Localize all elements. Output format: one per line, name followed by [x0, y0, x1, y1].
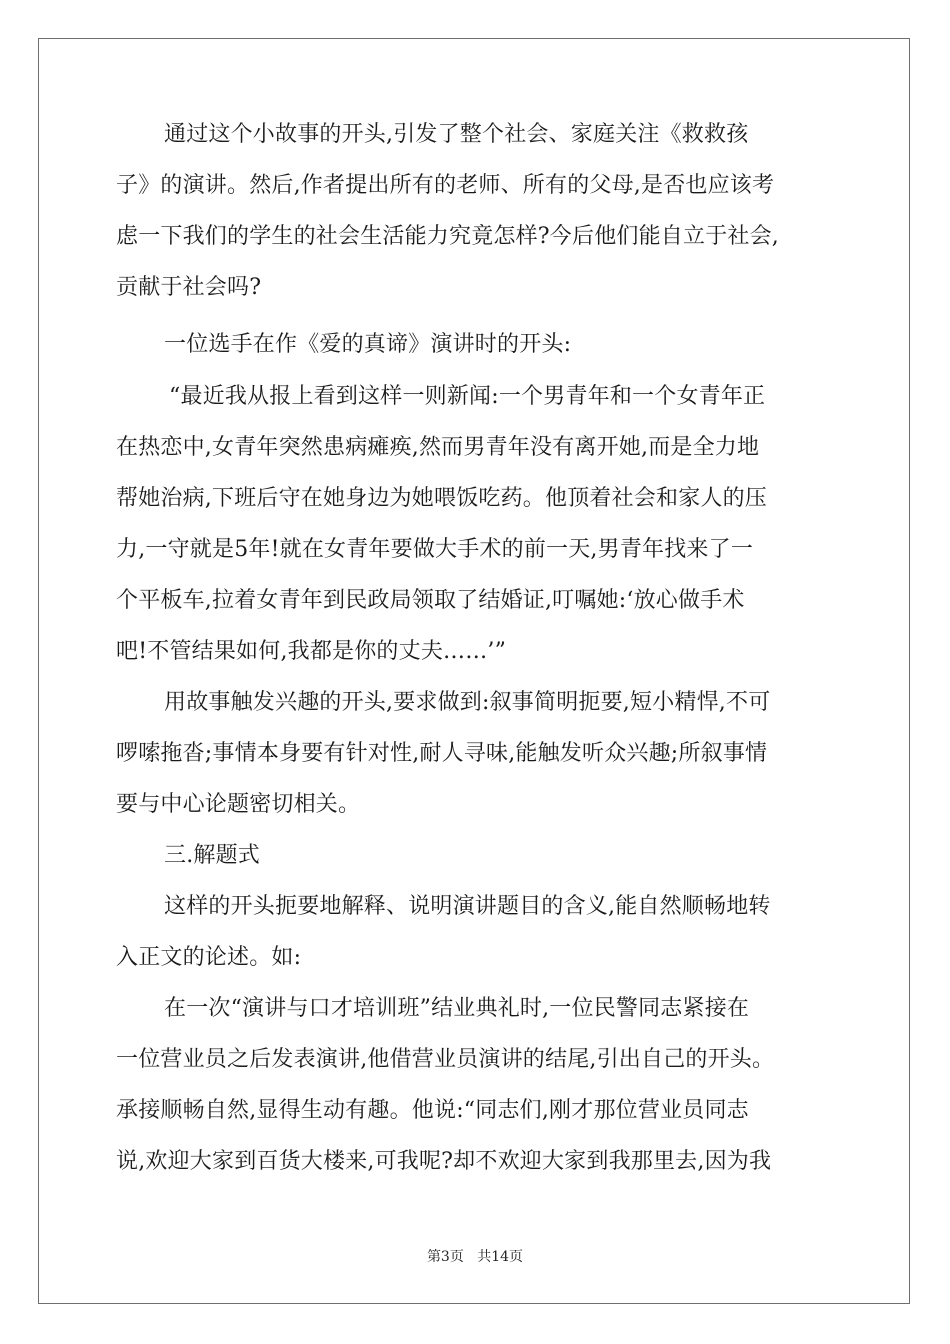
paragraph-line: 通过这个小故事的开头,引发了整个社会、家庭关注《救救孩: [164, 122, 749, 147]
paragraph-line: 承接顺畅自然,显得生动有趣。他说:“同志们,刚才那位营业员同志: [116, 1098, 749, 1123]
paragraph-line: 这样的开头扼要地解释、说明演讲题目的含义,能自然顺畅地转: [164, 894, 771, 919]
paragraph-line: 啰嗦拖沓;事情本身要有针对性,耐人寻味,能触发听众兴趣;所叙事情: [116, 741, 768, 766]
paragraph-line: 要与中心论题密切相关。: [116, 792, 361, 817]
paragraph-line: 用故事触发兴趣的开头,要求做到:叙事简明扼要,短小精悍,不可: [164, 690, 771, 715]
paragraph-line: “最近我从报上看到这样一则新闻:一个男青年和一个女青年正: [169, 384, 766, 409]
paragraph-line: 入正文的论述。如:: [116, 945, 302, 970]
paragraph-line: 在一次“演讲与口才培训班”结业典礼时,一位民警同志紧接在: [164, 996, 750, 1021]
paragraph-line: 力,一守就是5年!就在女青年要做大手术的前一天,男青年找来了一: [116, 537, 754, 562]
page-total: 共14页: [477, 1249, 524, 1265]
paragraph-line: 个平板车,拉着女青年到民政局领取了结婚证,叮嘱她:‘放心做手术: [116, 588, 745, 613]
section-heading: 三.解题式: [164, 843, 260, 868]
paragraph-line: 吧!不管结果如何,我都是你的丈夫……’”: [116, 639, 507, 664]
paragraph-line: 在热恋中,女青年突然患病瘫痪,然而男青年没有离开她,而是全力地: [116, 435, 760, 460]
footer-spacer: [464, 1249, 477, 1265]
paragraph-line: 虑一下我们的学生的社会生活能力究竟怎样?今后他们能自立于社会,: [116, 224, 779, 249]
paragraph-line: 帮她治病,下班后守在她身边为她喂饭吃药。他顶着社会和家人的压: [116, 486, 767, 511]
paragraph-line: 一位营业员之后发表演讲,他借营业员演讲的结尾,引出自己的开头。: [116, 1047, 775, 1072]
paragraph-line: 子》的演讲。然后,作者提出所有的老师、所有的父母,是否也应该考: [116, 173, 775, 198]
page-footer: [0, 1248, 950, 1266]
paragraph-line: 贡献于社会吗?: [116, 275, 262, 300]
page-number: 第3页: [426, 1249, 464, 1265]
paragraph-line: 一位选手在作《爱的真谛》演讲时的开头:: [164, 332, 572, 357]
paragraph-line: 说,欢迎大家到百货大楼来,可我呢?却不欢迎大家到我那里去,因为我: [116, 1149, 772, 1174]
